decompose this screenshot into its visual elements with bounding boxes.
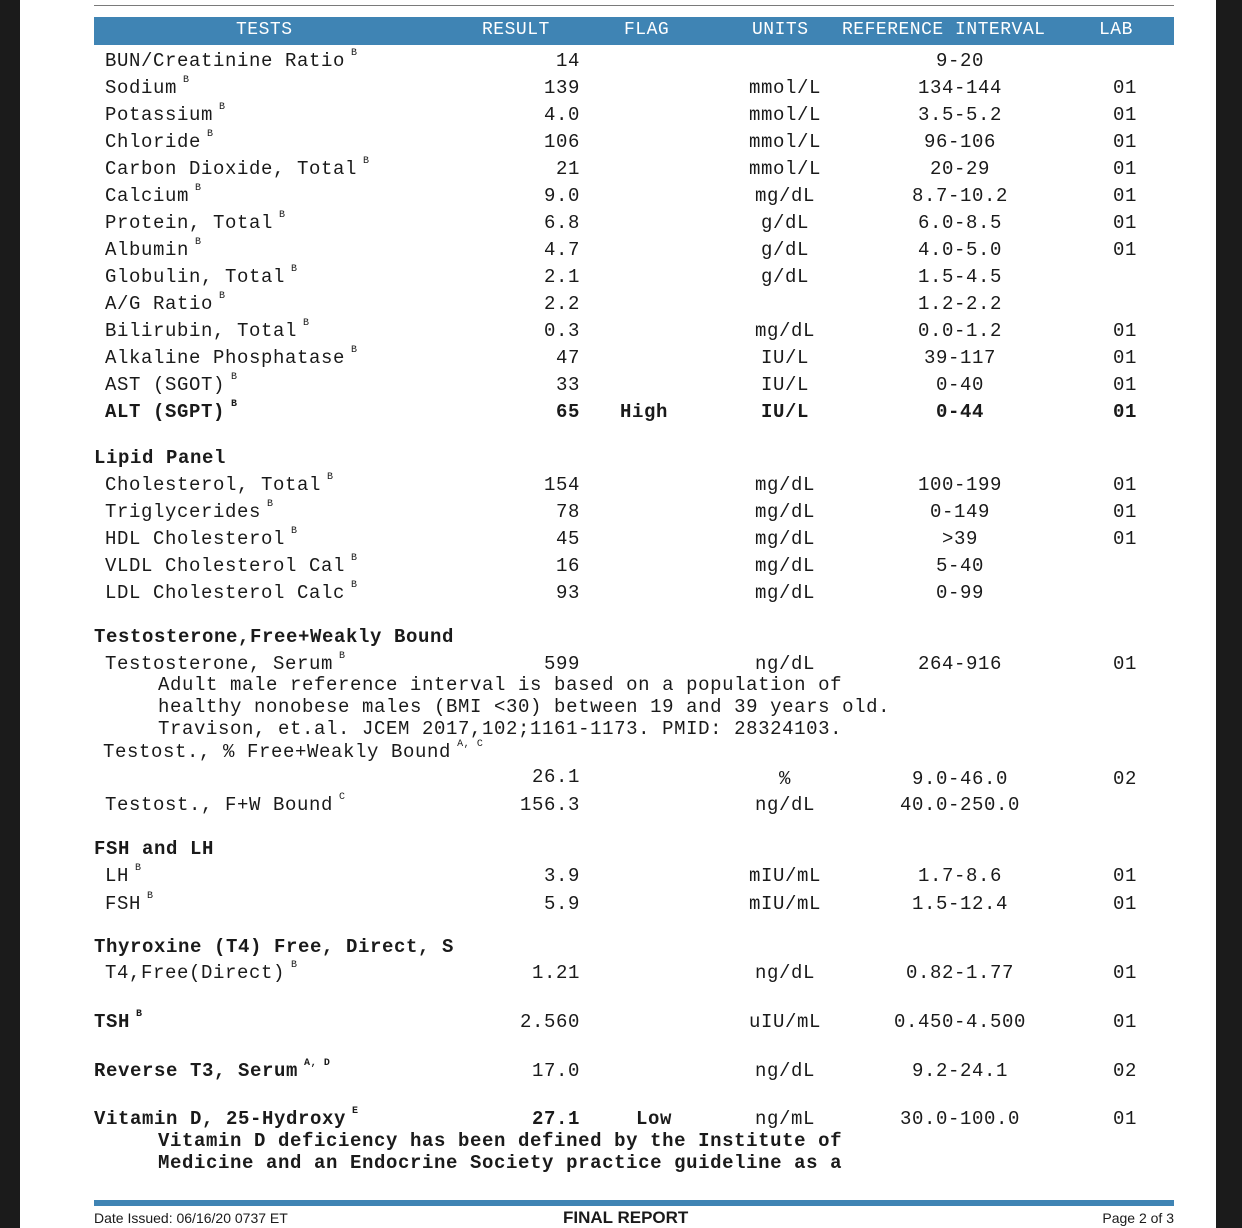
- test-result: 17.0: [531, 1060, 580, 1082]
- test-lab: 01: [1112, 401, 1137, 423]
- test-units: ng/dL: [754, 794, 815, 816]
- test-reference: 9-20: [935, 50, 984, 72]
- test-lab: 01: [1112, 77, 1137, 99]
- table-row: [20, 212, 1216, 238]
- test-reference: 0.82-1.77: [905, 962, 1015, 984]
- test-units: g/dL: [760, 266, 809, 288]
- test-name: A/G Ratio $^B$: [105, 291, 226, 315]
- test-reference: 39-117: [923, 347, 996, 369]
- test-lab: 01: [1112, 185, 1137, 207]
- test-units: uIU/mL: [748, 1011, 821, 1033]
- test-units: mg/dL: [754, 528, 815, 550]
- test-result: 5.9: [543, 893, 580, 915]
- test-name: Testost., % Free+Weakly Bound $^{A, C}$: [103, 739, 484, 763]
- test-name: LDL Cholesterol Calc $^B$: [105, 580, 358, 604]
- test-name: Vitamin D, 25-Hydroxy $^E$: [94, 1106, 359, 1130]
- test-lab: 01: [1112, 653, 1137, 675]
- t4-title: Thyroxine (T4) Free, Direct, S: [94, 936, 455, 958]
- report-status: FINAL REPORT: [563, 1208, 689, 1227]
- header-flag: FLAG: [624, 20, 670, 40]
- test-lab: 01: [1112, 212, 1137, 234]
- table-row: [20, 528, 1216, 554]
- test-result: 27.1: [531, 1108, 580, 1130]
- test-result: 14: [555, 50, 580, 72]
- test-result: 9.0: [543, 185, 580, 207]
- test-name: Reverse T3, Serum $^{A, D}$: [94, 1058, 331, 1082]
- test-flag: Low: [636, 1108, 673, 1130]
- test-result: 2.2: [543, 293, 580, 315]
- test-reference: 96-106: [923, 131, 996, 153]
- test-reference: 0.0-1.2: [917, 320, 1002, 342]
- test-reference: 0-40: [935, 374, 984, 396]
- testosterone-note: [158, 674, 890, 740]
- table-row: [20, 401, 1216, 427]
- test-lab: 01: [1112, 347, 1137, 369]
- test-units: g/dL: [760, 239, 809, 261]
- test-lab: 01: [1112, 158, 1137, 180]
- test-name: TSH $^B$: [94, 1009, 143, 1033]
- test-lab: 01: [1112, 104, 1137, 126]
- note-line: healthy nonobese males (BMI <30) between 19 and 39 years old.: [158, 696, 891, 718]
- header-units: UNITS: [752, 20, 809, 40]
- test-name: Globulin, Total $^B$: [105, 264, 298, 288]
- test-result: 3.9: [543, 865, 580, 887]
- table-row: [20, 893, 1216, 919]
- test-name: HDL Cholesterol $^B$: [105, 526, 298, 550]
- test-name: Triglycerides $^B$: [105, 499, 274, 523]
- date-issued: Date Issued: 06/16/20 0737 ET: [94, 1210, 288, 1226]
- table-row: [20, 158, 1216, 184]
- test-result: 2.560: [519, 1011, 580, 1033]
- test-result: 106: [543, 131, 580, 153]
- test-name: ALT (SGPT) $^B$: [105, 399, 238, 423]
- header-result: RESULT: [482, 20, 550, 40]
- test-result: 4.7: [543, 239, 580, 261]
- test-lab: 01: [1112, 320, 1137, 342]
- test-name: Calcium $^B$: [105, 183, 202, 207]
- test-result: 93: [555, 582, 580, 604]
- test-units: ng/mL: [754, 1108, 815, 1130]
- table-row: [20, 104, 1216, 130]
- test-result: 4.0: [543, 104, 580, 126]
- test-reference: 0-44: [935, 401, 984, 423]
- test-name: Chloride $^B$: [105, 129, 214, 153]
- test-units: mg/dL: [754, 320, 815, 342]
- test-reference: 1.5-4.5: [917, 266, 1002, 288]
- note-line: Vitamin D deficiency has been defined by the Institute of: [158, 1130, 843, 1152]
- table-row: [20, 266, 1216, 292]
- table-row: [20, 766, 1216, 792]
- test-units: g/dL: [760, 212, 809, 234]
- test-name: Protein, Total $^B$: [105, 210, 286, 234]
- page-number: Page 2 of 3: [1102, 1210, 1174, 1226]
- test-units: mmol/L: [748, 131, 821, 153]
- test-result: 156.3: [519, 794, 580, 816]
- header-lab: LAB: [1099, 20, 1133, 40]
- test-units: mmol/L: [748, 104, 821, 126]
- table-row: [20, 185, 1216, 211]
- test-units: ng/dL: [754, 1060, 815, 1082]
- test-reference: 1.7-8.6: [917, 865, 1002, 887]
- table-row: [20, 320, 1216, 346]
- test-name: BUN/Creatinine Ratio $^B$: [105, 48, 358, 72]
- test-lab: 01: [1112, 374, 1137, 396]
- table-row: [20, 794, 1216, 820]
- table-header: [94, 17, 1174, 45]
- vitamin-d-note: [158, 1130, 842, 1174]
- table-row: [20, 865, 1216, 891]
- table-row: [20, 1060, 1216, 1086]
- test-name: Carbon Dioxide, Total $^B$: [105, 156, 370, 180]
- test-result: 78: [555, 501, 580, 523]
- test-lab: 01: [1112, 528, 1137, 550]
- header-tests: TESTS: [236, 20, 293, 40]
- fsh-lh-title: FSH and LH: [94, 838, 215, 860]
- test-lab: 01: [1112, 962, 1137, 984]
- test-reference: >39: [941, 528, 978, 550]
- test-reference: 1.5-12.4: [911, 893, 1008, 915]
- testosterone-title: Testosterone,Free+Weakly Bound: [94, 626, 455, 648]
- test-name: AST (SGOT) $^B$: [105, 372, 238, 396]
- test-reference: 20-29: [929, 158, 990, 180]
- test-units: mmol/L: [748, 77, 821, 99]
- test-name: T4,Free(Direct) $^B$: [105, 960, 298, 984]
- test-name: LH $^B$: [105, 863, 142, 887]
- test-result: 47: [555, 347, 580, 369]
- test-lab: 01: [1112, 474, 1137, 496]
- table-row: [20, 1011, 1216, 1037]
- test-units: mg/dL: [754, 474, 815, 496]
- test-result: 16: [555, 555, 580, 577]
- test-name: Testost., F+W Bound $^C$: [105, 792, 346, 816]
- table-row: [20, 474, 1216, 500]
- test-units: mmol/L: [748, 158, 821, 180]
- test-units: mIU/mL: [748, 865, 821, 887]
- test-lab: 01: [1112, 501, 1137, 523]
- test-lab: 01: [1112, 239, 1137, 261]
- test-result: 33: [555, 374, 580, 396]
- table-row: [20, 501, 1216, 527]
- test-units: %: [778, 768, 791, 790]
- test-reference: 8.7-10.2: [911, 185, 1008, 207]
- test-name: Potassium $^B$: [105, 102, 226, 126]
- test-reference: 0-99: [935, 582, 984, 604]
- test-units: ng/dL: [754, 653, 815, 675]
- test-result: 65: [555, 401, 580, 423]
- test-result: 139: [543, 77, 580, 99]
- top-divider: [94, 5, 1174, 6]
- test-reference: 9.0-46.0: [911, 768, 1008, 790]
- test-reference: 3.5-5.2: [917, 104, 1002, 126]
- table-row: [20, 293, 1216, 319]
- table-row: [20, 77, 1216, 103]
- footer-divider: [94, 1200, 1174, 1206]
- table-row: [20, 582, 1216, 608]
- test-lab: 01: [1112, 1011, 1137, 1033]
- table-row: [20, 555, 1216, 581]
- test-units: mg/dL: [754, 185, 815, 207]
- test-reference: 4.0-5.0: [917, 239, 1002, 261]
- test-reference: 100-199: [917, 474, 1002, 496]
- test-units: mg/dL: [754, 582, 815, 604]
- test-lab: 01: [1112, 131, 1137, 153]
- test-result: 1.21: [531, 962, 580, 984]
- test-units: mg/dL: [754, 501, 815, 523]
- test-result: 2.1: [543, 266, 580, 288]
- test-reference: 40.0-250.0: [899, 794, 1021, 816]
- test-name: Sodium $^B$: [105, 75, 190, 99]
- test-lab: 01: [1112, 1108, 1137, 1130]
- table-row: [20, 962, 1216, 988]
- header-reference: REFERENCE INTERVAL: [842, 20, 1046, 40]
- note-line: Medicine and an Endocrine Society practice guideline as a: [158, 1152, 843, 1174]
- test-name: Alkaline Phosphatase $^B$: [105, 345, 358, 369]
- test-units: IU/L: [760, 374, 809, 396]
- test-name: Bilirubin, Total $^B$: [105, 318, 310, 342]
- test-units: IU/L: [760, 347, 809, 369]
- test-reference: 0.450-4.500: [893, 1011, 1027, 1033]
- test-result: 599: [543, 653, 580, 675]
- test-name: Albumin $^B$: [105, 237, 202, 261]
- test-units: mIU/mL: [748, 893, 821, 915]
- test-result: 6.8: [543, 212, 580, 234]
- test-lab: 01: [1112, 865, 1137, 887]
- test-units: mg/dL: [754, 555, 815, 577]
- test-result: 45: [555, 528, 580, 550]
- test-result: 26.1: [531, 766, 580, 788]
- test-lab: 01: [1112, 893, 1137, 915]
- test-reference: 6.0-8.5: [917, 212, 1002, 234]
- test-result: 0.3: [543, 320, 580, 342]
- table-row: [20, 347, 1216, 373]
- test-reference: 5-40: [935, 555, 984, 577]
- test-result: 21: [555, 158, 580, 180]
- table-row: [20, 131, 1216, 157]
- test-result: 154: [543, 474, 580, 496]
- test-reference: 264-916: [917, 653, 1002, 675]
- test-reference: 1.2-2.2: [917, 293, 1002, 315]
- note-line: Travison, et.al. JCEM 2017,102;1161-1173. PMID: 28324103.: [158, 718, 843, 740]
- table-row: [20, 374, 1216, 400]
- test-name: VLDL Cholesterol Cal $^B$: [105, 553, 358, 577]
- test-lab: 02: [1112, 1060, 1137, 1082]
- test-reference: 9.2-24.1: [911, 1060, 1008, 1082]
- report-page: [20, 0, 1216, 1228]
- test-units: ng/dL: [754, 962, 815, 984]
- test-reference: 134-144: [917, 77, 1002, 99]
- test-reference: 0-149: [929, 501, 990, 523]
- test-name: FSH $^B$: [105, 891, 154, 915]
- lipid-panel-title: Lipid Panel: [94, 447, 227, 469]
- table-row: [20, 239, 1216, 265]
- test-flag: High: [620, 401, 669, 423]
- test-name: Cholesterol, Total $^B$: [105, 472, 334, 496]
- note-line: Adult male reference interval is based on a population of: [158, 674, 843, 696]
- table-row: [20, 50, 1216, 76]
- test-reference: 30.0-100.0: [899, 1108, 1021, 1130]
- test-units: IU/L: [760, 401, 809, 423]
- table-row: [20, 741, 1216, 767]
- test-name: Testosterone, Serum $^B$: [105, 651, 346, 675]
- test-lab: 02: [1112, 768, 1137, 790]
